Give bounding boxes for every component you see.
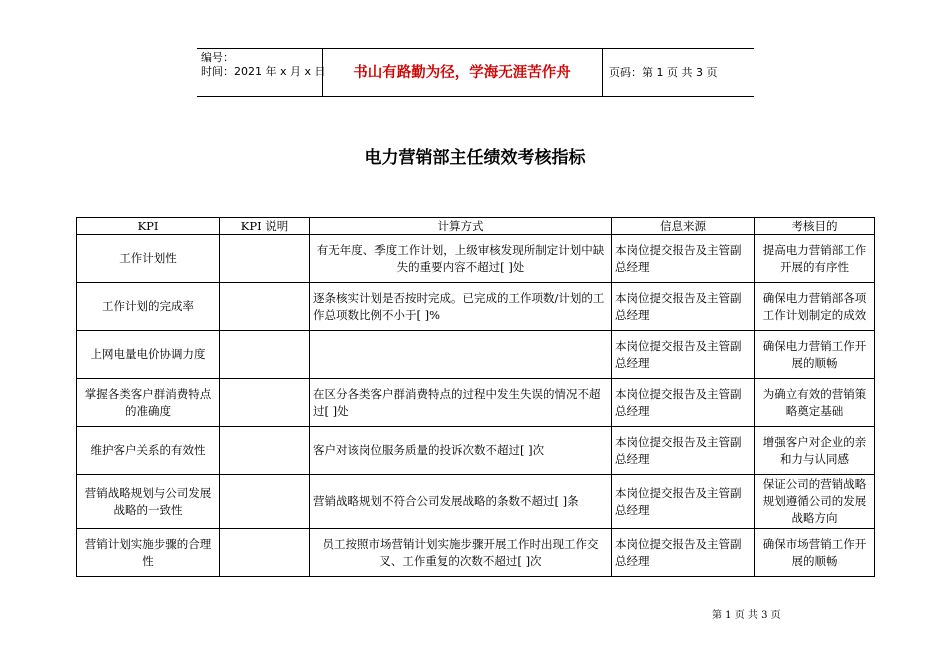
header-source: 信息来源 — [612, 218, 755, 235]
cell-calc: 有无年度、季度工作计划，上级审核发现所制定计划中缺失的重要内容不超过[ ]处 — [310, 235, 612, 283]
cell-desc — [220, 331, 310, 379]
header-kpi: KPI — [77, 218, 220, 235]
cell-source: 本岗位提交报告及主管副总经理 — [612, 427, 755, 475]
cell-purpose: 提高电力营销部工作开展的有序性 — [755, 235, 875, 283]
cell-purpose: 为确立有效的营销策略奠定基础 — [755, 379, 875, 427]
cell-desc — [220, 283, 310, 331]
cell-kpi: 营销战略规划与公司发展战略的一致性 — [77, 475, 220, 529]
cell-calc — [310, 331, 612, 379]
cell-desc — [220, 529, 310, 577]
header-bottom-rule — [197, 96, 754, 97]
cell-calc: 在区分各类客户群消费特点的过程中发生失误的情况不超过[ ]处 — [310, 379, 612, 427]
table-row — [77, 427, 875, 475]
cell-kpi: 上网电量电价协调力度 — [77, 331, 220, 379]
cell-purpose: 增强客户对企业的亲和力与认同感 — [755, 427, 875, 475]
header-top-rule — [197, 48, 754, 49]
cell-source: 本岗位提交报告及主管副总经理 — [612, 379, 755, 427]
header-purpose: 考核目的 — [755, 218, 875, 235]
page-footer: 第 1 页 共 3 页 — [712, 610, 781, 621]
cell-calc: 客户对该岗位服务质量的投诉次数不超过[ ]次 — [310, 427, 612, 475]
cell-kpi: 工作计划的完成率 — [77, 283, 220, 331]
table-row — [77, 529, 875, 577]
cell-source: 本岗位提交报告及主管副总经理 — [612, 475, 755, 529]
cell-source: 本岗位提交报告及主管副总经理 — [612, 331, 755, 379]
cell-desc — [220, 379, 310, 427]
table-row — [77, 379, 875, 427]
doc-number-label: 编号： — [201, 51, 234, 64]
cell-calc: 营销战略规划不符合公司发展战略的条数不超过[ ]条 — [310, 475, 612, 529]
table-row — [77, 475, 875, 529]
cell-calc: 逐条核实计划是否按时完成。已完成的工作项数/计划的工作总项数比例不小于[ ]% — [310, 283, 612, 331]
cell-purpose: 确保电力营销工作开展的顺畅 — [755, 331, 875, 379]
document-title: 电力营销部主任绩效考核指标 — [364, 148, 586, 168]
cell-purpose: 确保市场营销工作开展的顺畅 — [755, 529, 875, 577]
cell-calc: 员工按照市场营销计划实施步骤开展工作时出现工作交叉、工作重复的次数不超过[ ]次 — [310, 529, 612, 577]
cell-kpi: 掌握各类客户群消费特点的准确度 — [77, 379, 220, 427]
cell-kpi: 维护客户关系的有效性 — [77, 427, 220, 475]
table-row — [77, 283, 875, 331]
cell-source: 本岗位提交报告及主管副总经理 — [612, 529, 755, 577]
header-divider-right — [602, 48, 603, 96]
doc-time-label: 时间：2021 年 x 月 x 日 — [201, 65, 326, 78]
cell-purpose: 保证公司的营销战略规划遵循公司的发展战略方向 — [755, 475, 875, 529]
kpi-table — [76, 217, 875, 577]
cell-kpi: 工作计划性 — [77, 235, 220, 283]
cell-purpose: 确保电力营销部各项工作计划制定的成效 — [755, 283, 875, 331]
cell-desc — [220, 475, 310, 529]
table-header-row — [77, 218, 875, 235]
motto-text: 书山有路勤为径，学海无涯苦作舟 — [353, 64, 571, 81]
table-row — [77, 331, 875, 379]
cell-source: 本岗位提交报告及主管副总经理 — [612, 283, 755, 331]
cell-kpi: 营销计划实施步骤的合理性 — [77, 529, 220, 577]
page-code: 页码：第 1 页 共 3 页 — [609, 66, 718, 79]
header-kpi-desc: KPI 说明 — [220, 218, 310, 235]
cell-desc — [220, 427, 310, 475]
cell-source: 本岗位提交报告及主管副总经理 — [612, 235, 755, 283]
cell-desc — [220, 235, 310, 283]
header-calc: 计算方式 — [310, 218, 612, 235]
table-row — [77, 235, 875, 283]
